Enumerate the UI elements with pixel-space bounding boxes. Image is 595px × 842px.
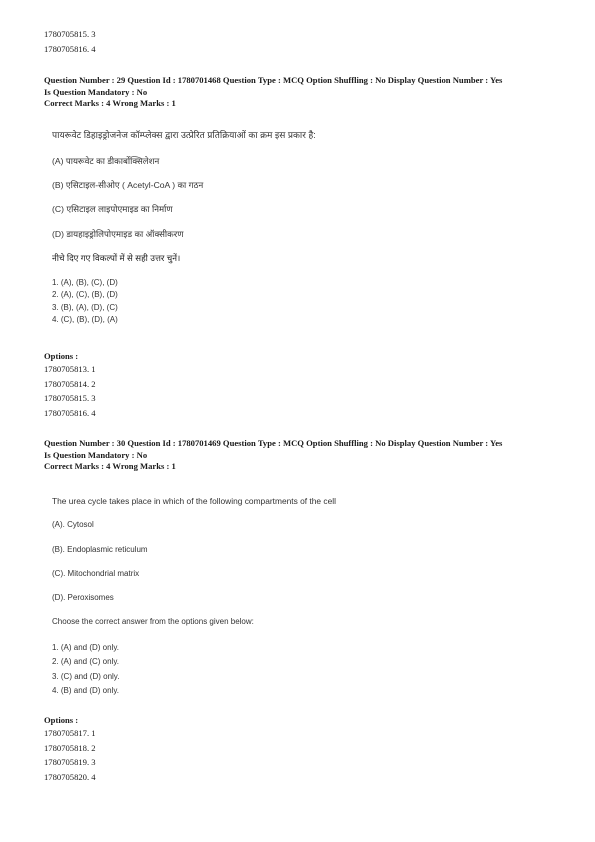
q29-choice-1: 1. (A), (B), (C), (D) [52,278,118,287]
q29-statement-c: (C) एसिटाइल लाइपोएमाइड का निर्माण [52,204,173,214]
option-line: 1780705816. 4 [44,43,96,54]
q29-choice-4: 4. (C), (B), (D), (A) [52,314,118,324]
option-line: 1780705815. 3 [44,29,96,39]
q30-question-text: The urea cycle takes place in which of the following compartments of the cell [52,496,336,506]
q30-choice-1: 1. (A) and (D) only. [52,643,119,652]
q30-statement-b: (B). Endoplasmic reticulum [52,545,148,554]
q30-options-label: Options : [44,715,79,725]
q29-options [44,350,96,420]
q30-statement-c: (C). Mitochondrial matrix [52,569,140,578]
option-line: 1780705814. 2 [44,378,96,389]
q29-statement-b: (B) एसिटाइल-सीओए ( Acetyl-CoA ) का गठन [52,180,204,190]
q30-header-line3: Correct Marks : 4 Wrong Marks : 1 [44,461,176,472]
q29-statement-d: (D) डायहाइड्रोलिपोएमाइड का ऑक्सीकरण [52,229,184,239]
q30-header-line1: Question Number : 30 Question Id : 1780701469 Question Type : MCQ Option Shuffling : No Display Question Number : Yes [44,438,503,448]
option-line: 1780705817. 1 [44,728,96,738]
q30-choice-3: 3. (C) and (D) only. [52,671,120,681]
q29-options-label: Options : [44,351,79,361]
q29-header-line1: Question Number : 29 Question Id : 1780701468 Question Type : MCQ Option Shuffling : No Display Question Number : Yes [44,75,503,85]
q29-instruction: नीचे दिए गए विकल्पों में से सही उत्तर चुनें। [52,253,181,263]
q30-header [44,438,502,473]
option-line: 1780705815. 3 [44,393,96,404]
option-line: 1780705818. 2 [44,742,96,753]
q30-statement-a: (A). Cytosol [52,520,94,529]
q30-header-line2: Is Question Mandatory : No [44,449,148,460]
q30-statement-d: (D). Peroxisomes [52,593,114,602]
q29-statement-a: (A) पायरूवेट का डीकार्बोक्सिलेशन [52,156,160,166]
q30-choices [52,641,119,699]
q29-header-line3: Correct Marks : 4 Wrong Marks : 1 [44,98,176,109]
q29-choices [52,277,118,326]
q30-choice-2: 2. (A) and (C) only. [52,657,119,667]
q29-choice-3: 3. (B), (A), (D), (C) [52,302,118,312]
q30-options [44,714,96,784]
q29-question-text: पायरूवेट डिहाइड्रोजनेज कॉम्प्लेक्स द्वारा उत्प्रेरित प्रतिक्रियाओं का क्रम इस प्रकार है: [52,130,316,140]
option-line: 1780705813. 1 [44,364,96,374]
q29-choice-2: 2. (A), (C), (B), (D) [52,290,118,300]
option-line: 1780705820. 4 [44,771,96,782]
previous-question-options [44,27,96,56]
q30-choice-4: 4. (B) and (D) only. [52,686,119,696]
q29-header [44,75,502,110]
option-line: 1780705816. 4 [44,407,96,418]
q29-header-line2: Is Question Mandatory : No [44,86,148,97]
q30-instruction: Choose the correct answer from the options given below: [52,617,254,626]
option-line: 1780705819. 3 [44,757,96,768]
